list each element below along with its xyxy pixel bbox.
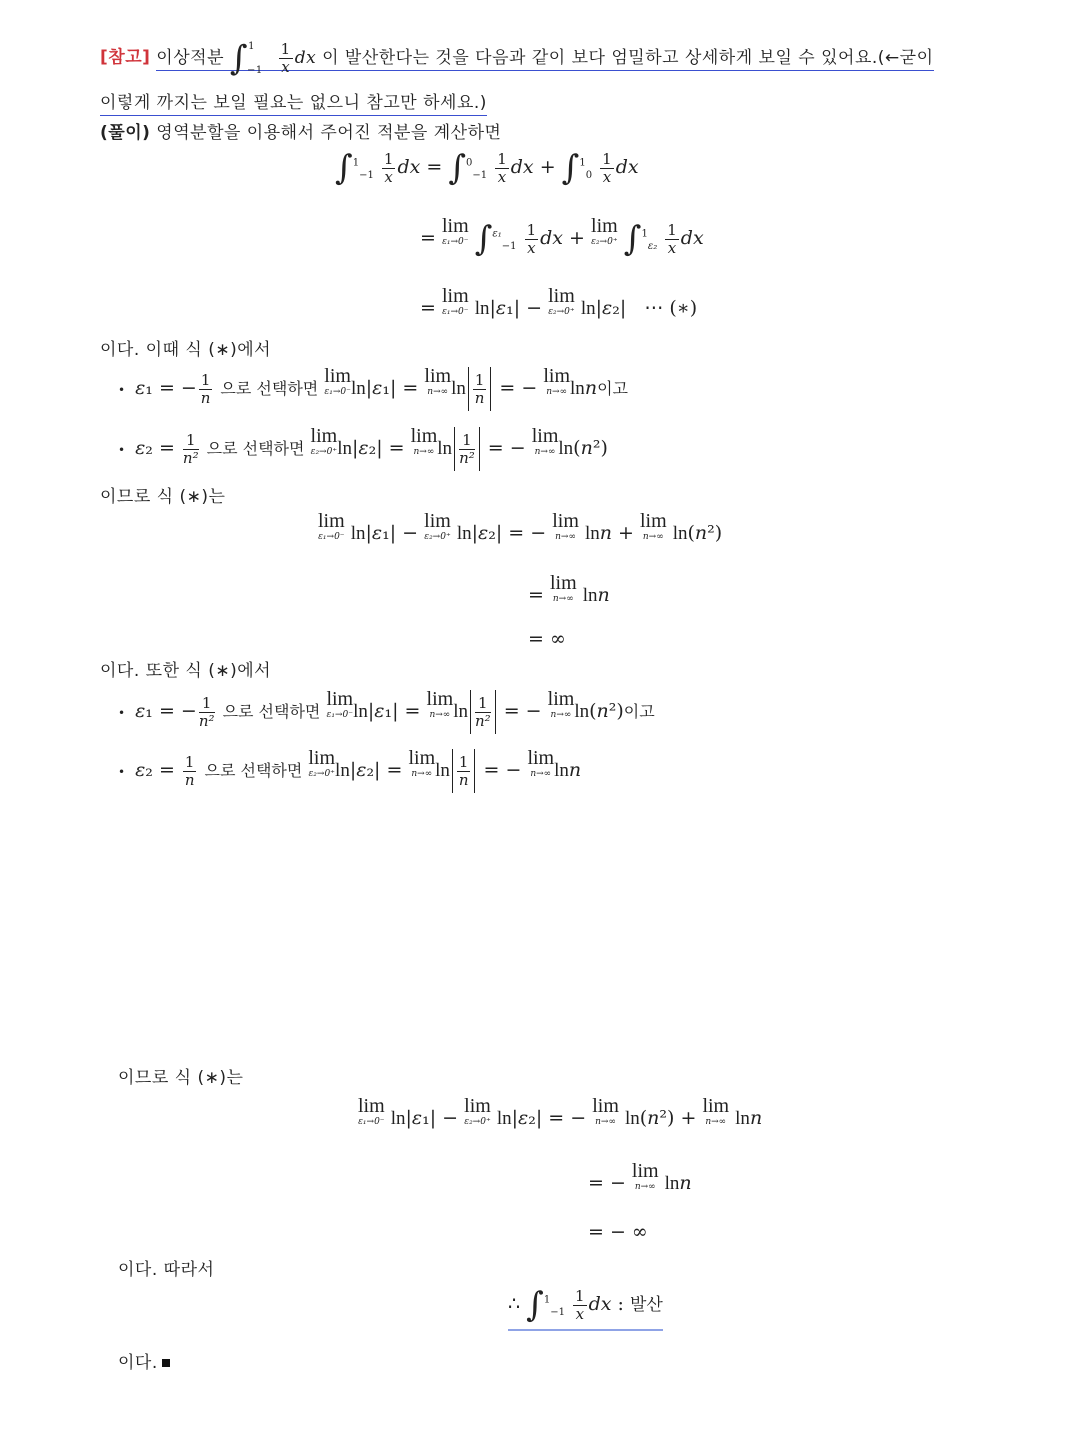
- text-imeuro-1: 이므로 식 (∗)는: [100, 487, 226, 507]
- intro-prefix: 이상적분: [156, 47, 224, 68]
- star-label: ⋯ (∗): [644, 297, 698, 319]
- combine-eq-2: = lim n→∞ lnn: [528, 572, 610, 606]
- split-integral-eq: ∫$^1_{-1}$ $\frac{1}{x}$ dx = ∫$^0_{-1}$ $\frac{1}{x}$ dx + ∫$^1_0$ $\frac{1}{x}$ dx: [335, 148, 639, 188]
- intro-integral: ∫$^1_{-1}$ $\frac{1}{x}$ dx: [229, 38, 317, 78]
- neg-infinity: − ∞: [609, 1221, 648, 1243]
- bullet-eps2-b: • ε₂ = $\frac{1}{n}$ 으로 선택하면 lim ε₂→0⁺ ln|ε₂| = lim n→∞ ln $\frac{1}{n}$ = − lim n→∞ lnn: [118, 747, 581, 793]
- text-ida-end: 이다.: [118, 1353, 158, 1373]
- conclusion-eq: ∴ ∫$^1_{-1}$ $\frac{1}{x}$ dx : 발산: [508, 1285, 663, 1331]
- infinity: ∞: [549, 628, 566, 650]
- intro-line-2: [100, 88, 487, 113]
- combine-eq-6: = − ∞: [588, 1221, 648, 1243]
- ending-line: [118, 1348, 170, 1373]
- solution-text: 영역분할을 이용해서 주어진 적분을 계산하면: [156, 123, 502, 143]
- choose-text: 으로 선택하면: [204, 761, 303, 780]
- bullet-eps1-a: • ε₁ = − $\frac{1}{n}$ 으로 선택하면 lim ε₁→0⁻ ln|ε₁| = lim n→∞ ln $\frac{1}{n}$ = − lim n→∞ lnn이고: [118, 365, 628, 411]
- solution-header: [100, 118, 501, 143]
- text-ida-thus: 이다. 따라서: [118, 1260, 215, 1280]
- choose-text: 으로 선택하면: [206, 439, 305, 458]
- intro-suffix: 이 발산한다는 것을 다음과 같이 보다 엄밀하고 상세하게 보일 수 있어요.(←굳이: [322, 47, 934, 68]
- combine-eq-3: = ∞: [528, 628, 566, 650]
- qed-square-icon: [162, 1359, 170, 1367]
- diverge-text: 발산: [629, 1295, 663, 1315]
- bullet-eps2-a: • ε₂ = $\frac{1}{\text{n²}}$ 으로 선택하면 lim ε₂→0⁺ ln|ε₂| = lim n→∞ ln $\frac{1}{\text{n²}}$ = − lim n→∞ ln(n²): [118, 425, 608, 471]
- therefore-symbol: ∴: [508, 1293, 521, 1315]
- solution-tag: (풀이): [100, 123, 151, 143]
- and-text: 이고: [623, 702, 655, 721]
- and-text: 이고: [597, 379, 628, 398]
- note-tag: [참고]: [100, 47, 151, 68]
- bullet-eps1-b: • ε₁ = − $\frac{1}{\text{n²}}$ 으로 선택하면 lim ε₁→0⁻ ln|ε₁| = lim n→∞ ln $\frac{1}{\text{n²}}$ = − lim n→∞ ln(n²)이고: [118, 688, 655, 734]
- choose-text: 으로 선택하면: [220, 379, 319, 398]
- log-limit-eq: = lim ε₁→0⁻ ln|ε₁| − lim ε₂→0⁺ ln|ε₂| ⋯ (∗): [420, 285, 698, 319]
- text-imeuro-2: 이므로 식 (∗)는: [118, 1068, 244, 1088]
- combine-eq-1: lim ε₁→0⁻ ln|ε₁| − lim ε₂→0⁺ ln|ε₂| = − lim n→∞ lnn + lim n→∞ ln(n²): [318, 510, 723, 544]
- text-ida-then: 이다. 이때 식 (∗)에서: [100, 340, 272, 360]
- limit-integral-eq: = lim ε₁→0⁻ ∫$^{\varepsilon_1}_{-1}$ $\frac{1}{x}$ dx + lim ε₂→0⁺ ∫$^1_{\varepsilon_2}$ $\frac{1}{x}$ dx: [420, 215, 704, 259]
- choose-text: 으로 선택하면: [222, 702, 321, 721]
- intro-line-2-text: 이렇게 까지는 보일 필요는 없으니 참고만 하세요.): [100, 93, 487, 116]
- combine-eq-4: lim ε₁→0⁻ ln|ε₁| − lim ε₂→0⁺ ln|ε₂| = − lim n→∞ ln(n²) + lim n→∞ lnn: [358, 1095, 763, 1129]
- combine-eq-5: = − lim n→∞ lnn: [588, 1160, 692, 1194]
- intro-line-1: [100, 38, 934, 78]
- intro-underline: [156, 38, 934, 78]
- text-ida-also: 이다. 또한 식 (∗)에서: [100, 661, 272, 681]
